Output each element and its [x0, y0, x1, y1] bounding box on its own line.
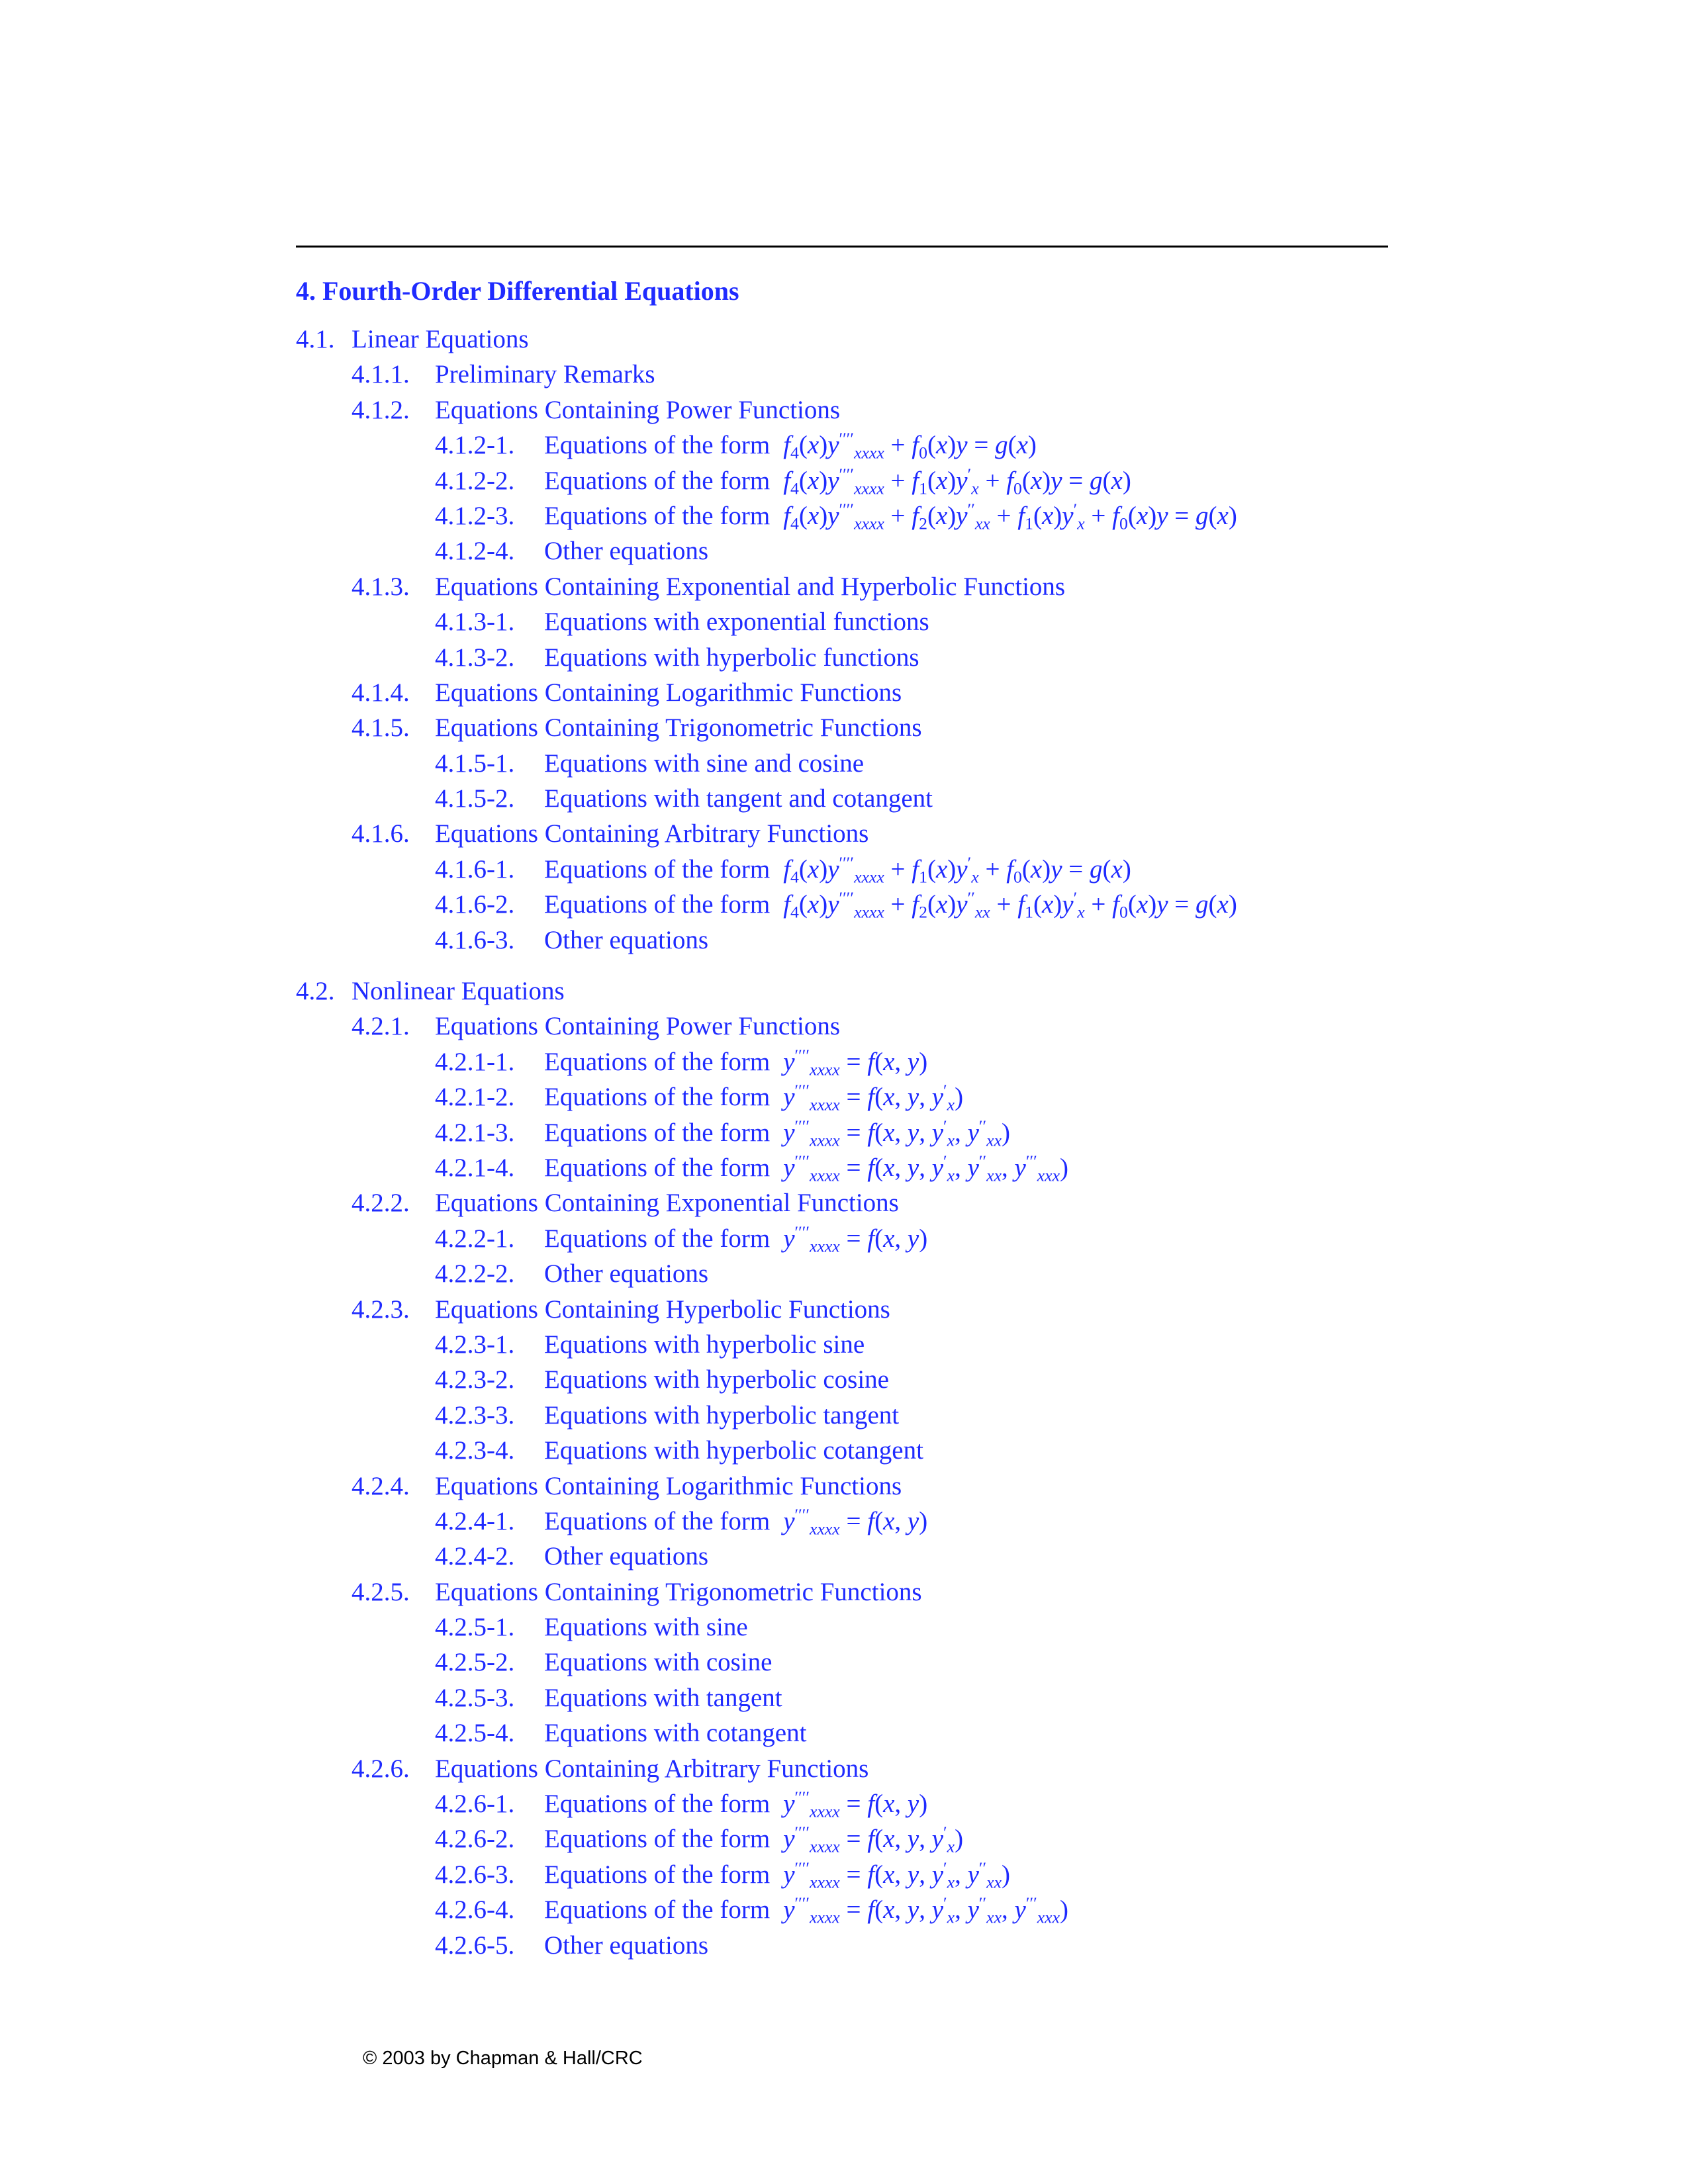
equation-formula: $y''''_{xxxx} = f(x$, y, $y'_x$, $y''_{xx}$) [783, 1858, 1011, 1892]
item-title: Equations of the form [544, 1047, 771, 1076]
item-number: 4.1.5-1. [435, 749, 515, 778]
equation-formula: $y''''_{xxxx} = f(x$, y, $y'_x$, $y''_{xx}$) [783, 1116, 1011, 1150]
item-title: Other equations [544, 1931, 709, 1960]
item-title: Equations of the form [544, 1790, 771, 1819]
subsection-title: Equations Containing Power Functions [435, 1012, 841, 1041]
toc-subsection[interactable] [296, 1292, 1421, 1327]
toc-subsection[interactable] [296, 569, 1421, 604]
toc-item[interactable] [296, 1327, 1421, 1362]
item-number: 4.1.6-2. [435, 890, 515, 919]
subsection-title: Equations Containing Hyperbolic Functions [435, 1295, 890, 1324]
toc-subsection[interactable] [296, 357, 1421, 392]
equation-formula: $f_4(x)y''''_{xxxx} + f_1(x)y'_x + f_0(x)y = g(x)$ [783, 464, 1131, 498]
toc-item[interactable] [296, 640, 1421, 675]
item-title: Equations of the form [544, 1153, 771, 1182]
toc-section[interactable] [296, 322, 1421, 357]
toc-item[interactable] [296, 1857, 1421, 1892]
subsection-number: 4.2.3. [352, 1295, 410, 1324]
item-number: 4.2.6-3. [435, 1860, 515, 1889]
toc-item[interactable] [296, 1715, 1421, 1751]
equation-formula: $y''''_{xxxx} = f(x$, y, $y'_x$, $y''_{xx}$, $y'''_{xxx}$) [783, 1893, 1069, 1927]
item-title: Equations of the form [544, 1895, 771, 1925]
toc-subsection[interactable] [296, 816, 1421, 851]
equation-formula: $f_4(x)y''''_{xxxx} + f_2(x)y''_{xx} + f_1(x)y'_x + f_0(x)y = g(x)$ [783, 888, 1237, 922]
item-number: 4.2.4-2. [435, 1542, 515, 1571]
toc-subsection[interactable] [296, 1751, 1421, 1786]
toc-item[interactable] [296, 463, 1421, 498]
item-title: Equations of the form [544, 1118, 771, 1147]
toc-subsection[interactable] [296, 1469, 1421, 1504]
toc-item[interactable] [296, 1892, 1421, 1927]
toc-item[interactable] [296, 1821, 1421, 1856]
item-title: Equations of the form [544, 1860, 771, 1889]
toc-item[interactable] [296, 1256, 1421, 1291]
toc-item[interactable] [296, 1645, 1421, 1680]
item-title: Equations of the form [544, 1825, 771, 1854]
toc-item[interactable] [296, 428, 1421, 463]
item-number: 4.2.4-1. [435, 1506, 515, 1535]
subsection-number: 4.2.4. [352, 1471, 410, 1500]
toc-item[interactable] [296, 887, 1421, 922]
toc-item[interactable] [296, 1928, 1421, 1963]
toc-item[interactable] [296, 1115, 1421, 1150]
item-number: 4.2.1-2. [435, 1083, 515, 1112]
header-rule [296, 246, 1388, 248]
toc-item[interactable] [296, 1786, 1421, 1821]
item-number: 4.2.3-4. [435, 1436, 515, 1465]
table-of-contents [296, 270, 1421, 1963]
subsection-number: 4.1.5. [352, 713, 410, 743]
item-number: 4.2.5-2. [435, 1648, 515, 1677]
item-title: Equations of the form [544, 854, 771, 884]
item-title: Equations with exponential functions [544, 608, 929, 637]
item-number: 4.1.6-3. [435, 925, 515, 954]
subsection-number: 4.1.6. [352, 819, 410, 848]
item-title: Equations with cosine [544, 1648, 773, 1677]
toc-item[interactable] [296, 533, 1421, 569]
toc-item[interactable] [296, 852, 1421, 887]
toc-item[interactable] [296, 1044, 1421, 1079]
subsection-number: 4.1.2. [352, 395, 410, 424]
toc-item[interactable] [296, 1398, 1421, 1433]
toc-item[interactable] [296, 1539, 1421, 1574]
item-number: 4.1.2-3. [435, 501, 515, 530]
item-number: 4.1.2-2. [435, 466, 515, 495]
item-title: Other equations [544, 537, 709, 566]
subsection-title: Equations Containing Trigonometric Functions [435, 1577, 922, 1606]
toc-item[interactable] [296, 498, 1421, 533]
equation-formula: $f_4(x)y''''_{xxxx} + f_0(x)y = g(x)$ [783, 429, 1037, 463]
item-number: 4.2.3-2. [435, 1365, 515, 1394]
item-number: 4.2.2-1. [435, 1224, 515, 1253]
subsection-title: Equations Containing Trigonometric Functions [435, 713, 922, 743]
subsection-number: 4.2.5. [352, 1577, 410, 1606]
item-number: 4.1.6-1. [435, 854, 515, 884]
subsection-title: Equations Containing Logarithmic Functions [435, 678, 902, 707]
item-number: 4.2.5-3. [435, 1683, 515, 1712]
equation-formula: $y''''_{xxxx} = f(x$, y, $y'_x$) [783, 1823, 964, 1857]
item-number: 4.2.1-3. [435, 1118, 515, 1147]
toc-section[interactable] [296, 974, 1421, 1009]
subsection-title: Equations Containing Logarithmic Functions [435, 1471, 902, 1500]
item-number: 4.1.3-1. [435, 608, 515, 637]
equation-formula: $f_4(x)y''''_{xxxx} + f_1(x)y'_x + f_0(x)y = g(x)$ [783, 852, 1131, 887]
item-number: 4.2.5-4. [435, 1719, 515, 1748]
section-title: Linear Equations [352, 325, 529, 353]
subsection-title: Equations Containing Arbitrary Functions [435, 819, 869, 848]
item-number: 4.2.3-3. [435, 1400, 515, 1430]
toc-item[interactable] [296, 1079, 1421, 1115]
equation-formula: $y''''_{xxxx} = f(x$, y) [783, 1222, 928, 1256]
subsection-title: Equations Containing Exponential and Hyperbolic Functions [435, 572, 1066, 601]
item-title: Other equations [544, 925, 709, 954]
toc-item[interactable] [296, 1610, 1421, 1645]
toc-subsection[interactable] [296, 1574, 1421, 1610]
equation-formula: $y''''_{xxxx} = f(x$, y) [783, 1045, 928, 1079]
subsection-title: Equations Containing Power Functions [435, 395, 841, 424]
toc-item[interactable] [296, 746, 1421, 781]
item-number: 4.2.6-2. [435, 1825, 515, 1854]
item-title: Equations of the form [544, 890, 771, 919]
item-number: 4.2.1-4. [435, 1153, 515, 1182]
item-title: Equations with hyperbolic cosine [544, 1365, 889, 1394]
item-number: 4.1.2-4. [435, 537, 515, 566]
item-number: 4.1.5-2. [435, 784, 515, 813]
subsection-title: Equations Containing Arbitrary Functions [435, 1754, 869, 1783]
toc-subsection[interactable] [296, 392, 1421, 428]
item-title: Equations with hyperbolic tangent [544, 1400, 900, 1430]
toc-item[interactable] [296, 604, 1421, 639]
item-title: Equations of the form [544, 1083, 771, 1112]
item-title: Equations with cotangent [544, 1719, 807, 1748]
subsection-title: Preliminary Remarks [435, 360, 655, 389]
chapter-title[interactable]: 4. Fourth-Order Differential Equations [296, 276, 739, 306]
toc-item[interactable] [296, 1221, 1421, 1256]
item-title: Equations of the form [544, 1224, 771, 1253]
item-number: 4.2.2-2. [435, 1259, 515, 1289]
item-title: Equations with sine [544, 1613, 748, 1642]
equation-formula: $y''''_{xxxx} = f(x$, y) [783, 1787, 928, 1821]
item-title: Equations with hyperbolic functions [544, 643, 919, 672]
item-number: 4.2.3-1. [435, 1330, 515, 1359]
subsection-number: 4.2.1. [352, 1012, 410, 1041]
item-title: Equations of the form [544, 466, 771, 495]
toc-subsection[interactable] [296, 710, 1421, 745]
item-number: 4.2.1-1. [435, 1047, 515, 1076]
item-number: 4.2.6-1. [435, 1790, 515, 1819]
toc-subsection[interactable] [296, 1009, 1421, 1044]
equation-formula: $f_4(x)y''''_{xxxx} + f_2(x)y''_{xx} + f_1(x)y'_x + f_0(x)y = g(x)$ [783, 499, 1237, 533]
item-number: 4.1.3-2. [435, 643, 515, 672]
item-title: Equations of the form [544, 1506, 771, 1535]
toc-item[interactable] [296, 781, 1421, 816]
toc-subsection[interactable] [296, 1185, 1421, 1220]
copyright-footer: © 2003 by Chapman & Hall/CRC [363, 2048, 643, 2069]
equation-formula: $y''''_{xxxx} = f(x$, y) [783, 1504, 928, 1539]
toc-item[interactable] [296, 1433, 1421, 1468]
subsection-number: 4.1.3. [352, 572, 410, 601]
toc-item[interactable] [296, 1150, 1421, 1185]
item-title: Other equations [544, 1259, 709, 1289]
item-title: Equations with tangent [544, 1683, 782, 1712]
subsection-number: 4.1.1. [352, 360, 410, 389]
item-title: Equations of the form [544, 501, 771, 530]
item-title: Equations with sine and cosine [544, 749, 865, 778]
equation-formula: $y''''_{xxxx} = f(x$, y, $y'_x$) [783, 1081, 964, 1115]
section-title: Nonlinear Equations [352, 977, 565, 1006]
subsection-number: 4.2.6. [352, 1754, 410, 1783]
toc-item[interactable] [296, 1362, 1421, 1397]
item-number: 4.2.5-1. [435, 1613, 515, 1642]
item-title: Equations with hyperbolic sine [544, 1330, 865, 1359]
section-number: 4.1. [296, 325, 335, 353]
item-number: 4.1.2-1. [435, 431, 515, 460]
item-title: Equations with hyperbolic cotangent [544, 1436, 923, 1465]
subsection-number: 4.1.4. [352, 678, 410, 707]
equation-formula: $y''''_{xxxx} = f(x$, y, $y'_x$, $y''_{xx}$, $y'''_{xxx}$) [783, 1151, 1069, 1185]
toc-item[interactable] [296, 1680, 1421, 1715]
toc-subsection[interactable] [296, 675, 1421, 710]
item-title: Other equations [544, 1542, 709, 1571]
subsection-title: Equations Containing Exponential Functions [435, 1189, 899, 1218]
item-title: Equations of the form [544, 431, 771, 460]
item-number: 4.2.6-5. [435, 1931, 515, 1960]
toc-item[interactable] [296, 923, 1421, 958]
item-number: 4.2.6-4. [435, 1895, 515, 1925]
section-number: 4.2. [296, 977, 335, 1006]
toc-item[interactable] [296, 1504, 1421, 1539]
item-title: Equations with tangent and cotangent [544, 784, 933, 813]
subsection-number: 4.2.2. [352, 1189, 410, 1218]
